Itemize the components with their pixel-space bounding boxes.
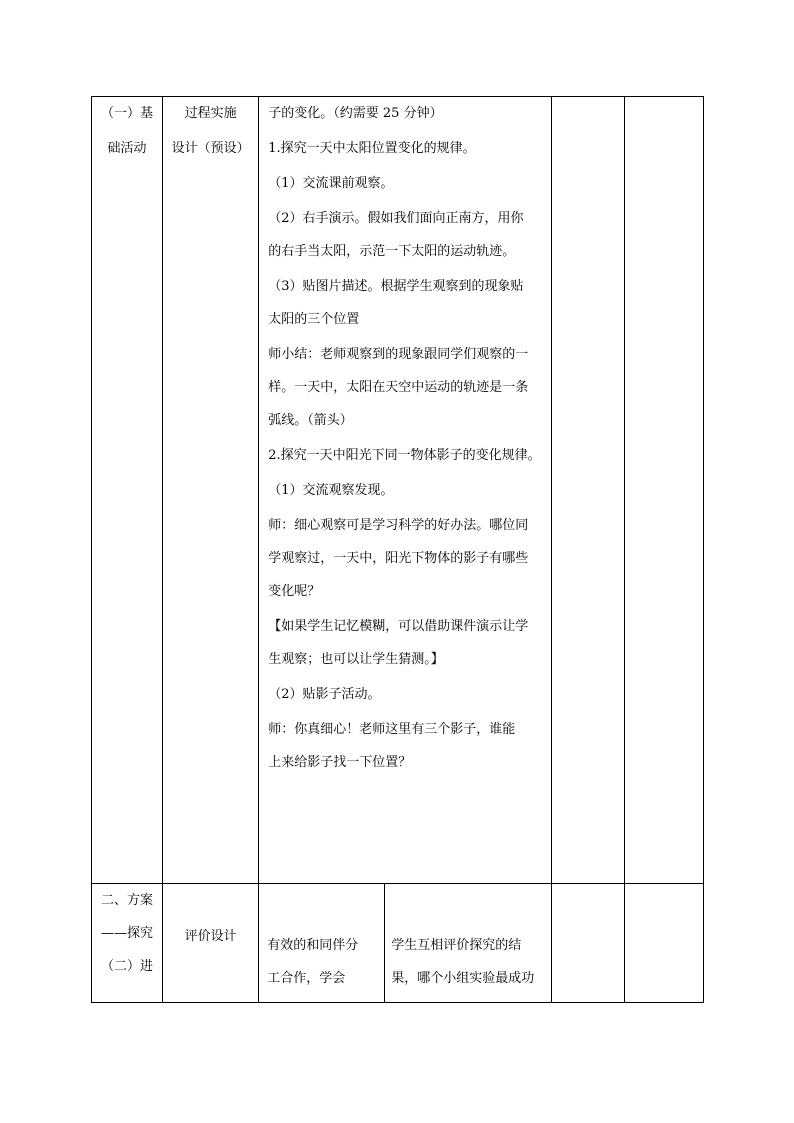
content-line: 【如果学生记忆模糊，可以借助课件演示让学: [268, 619, 529, 634]
content-line: （1）交流观察发现。: [268, 483, 394, 498]
content-line: 子的变化。（约需要 25 分钟）: [268, 106, 443, 121]
method-line: 学生互相评价探究的结: [391, 938, 522, 953]
phase-line: （一）基: [101, 106, 154, 121]
phase-line: 础活动: [107, 141, 147, 156]
evaluation-split-cell: [259, 884, 551, 1003]
phase-line: 二、方案: [101, 893, 154, 908]
design-type-cell: [163, 97, 259, 884]
phase-line: ——探究: [101, 926, 154, 941]
empty-cell: [624, 97, 703, 884]
empty-cell: [624, 884, 703, 1003]
content-line: （2）贴影子活动。: [268, 687, 381, 702]
criteria-line: 有效的和同伴分: [267, 938, 359, 953]
design-type-cell: [163, 884, 259, 1003]
empty-cell: [551, 884, 624, 1003]
content-line: （3）贴图片描述。根据学生观察到的现象贴: [268, 279, 524, 294]
content-line: 1.探究一天中太阳位置变化的规律。: [268, 141, 476, 156]
implementation-row: [92, 97, 704, 884]
content-line: 变化呢？: [268, 584, 321, 599]
content-line: 2.探究一天中阳光下同一物体影子的变化规律。: [268, 448, 541, 463]
process-content-cell: [259, 97, 551, 884]
content-line: 学观察过，一天中，阳光下物体的影子有哪些: [268, 551, 529, 566]
content-line: 生观察；也可以让学生猜测。】: [268, 652, 444, 667]
lesson-plan-table: [91, 96, 704, 1003]
content-line: 样。一天中，太阳在天空中运动的轨迹是一条: [268, 380, 529, 395]
evaluation-method-cell: [385, 884, 551, 1002]
content-line: 太阳的三个位置: [268, 312, 360, 327]
evaluation-criteria-cell: [259, 884, 385, 1002]
content-line: 的右手当太阳，示范一下太阳的运动轨迹。: [268, 244, 516, 259]
evaluation-split-table: [259, 884, 550, 1002]
evaluation-design-label: 评价设计: [184, 929, 237, 944]
content-line: 师：细心观察可是学习科学的好办法。哪位同: [268, 518, 529, 533]
phase-cell: [92, 97, 163, 884]
content-line: 上来给影子找一下位置？: [268, 755, 412, 770]
content-line: （1）交流课前观察。: [268, 176, 394, 191]
content-line: 师小结：老师观察到的现象跟同学们观察的一: [268, 347, 529, 362]
phase-line: （二）进: [101, 959, 154, 974]
content-line: （2）右手演示。假如我们面向正南方，用你: [268, 211, 524, 226]
empty-cell: [551, 97, 624, 884]
design-line: 设计（预设）: [171, 141, 250, 156]
method-line: 果，哪个小组实验最成功: [391, 971, 535, 986]
criteria-line: 工合作，学会: [267, 971, 346, 986]
content-line: 师：你真细心！老师这里有三个影子，谁能: [268, 722, 516, 737]
evaluation-row: [92, 884, 704, 1003]
content-line: 弧线。（箭头）: [268, 413, 353, 428]
phase-cell: [92, 884, 163, 1003]
design-line: 过程实施: [184, 106, 237, 121]
